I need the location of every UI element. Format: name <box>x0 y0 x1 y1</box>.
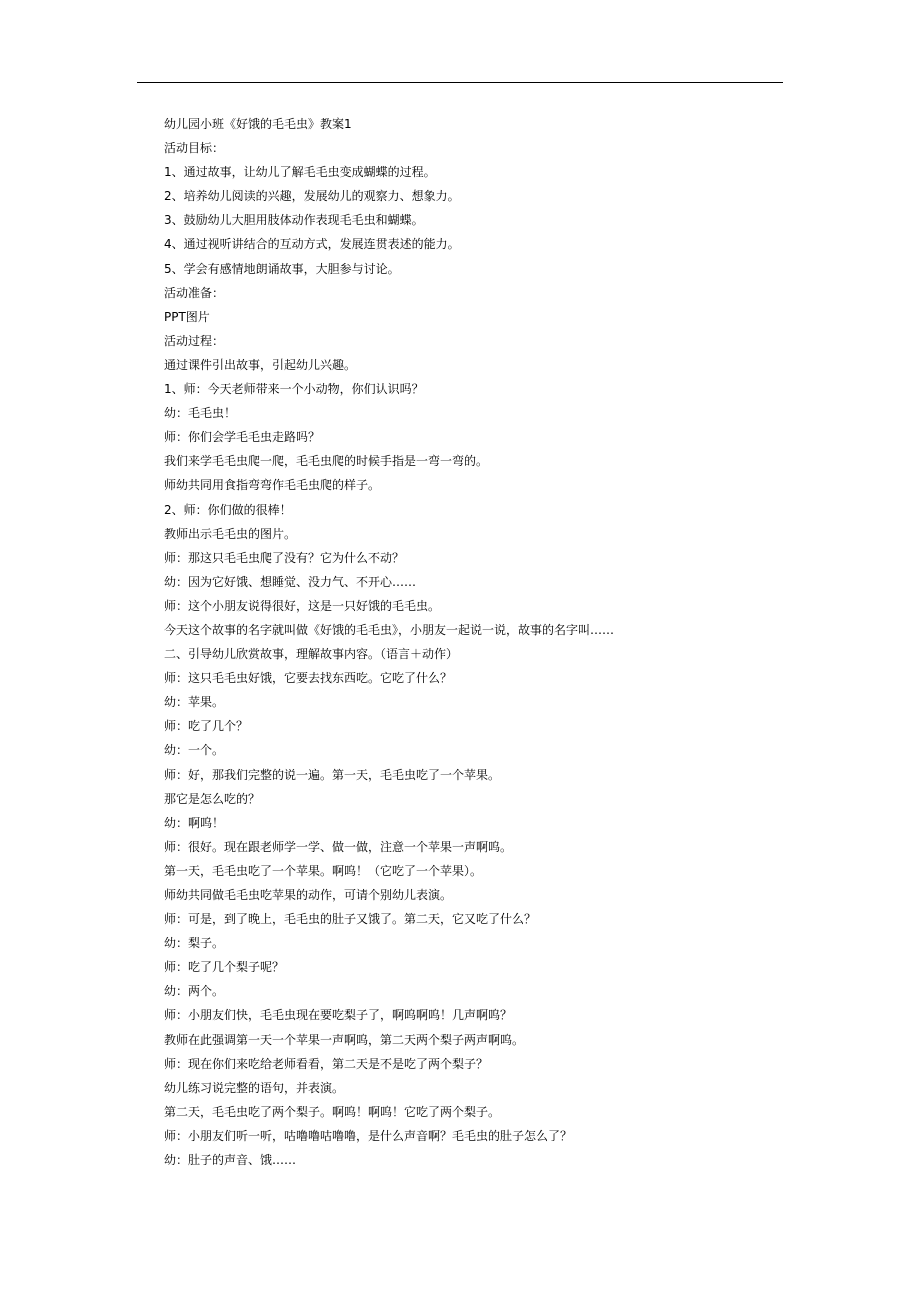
text-line: 师：小朋友们听一听，咕噜噜咕噜噜，是什么声音啊？毛毛虫的肚子怎么了？ <box>164 1128 573 1143</box>
text-line: 师幼共同用食指弯弯作毛毛虫爬的样子。 <box>164 478 381 493</box>
text-line: 师：吃了几个？ <box>164 719 249 734</box>
text-line: 幼：苹果。 <box>164 695 225 710</box>
text-line: 5、学会有感情地朗诵故事，大胆参与讨论。 <box>164 261 400 276</box>
text-line: 幼：一个。 <box>164 743 225 758</box>
text-line: 2、师：你们做的很棒！ <box>164 502 292 517</box>
text-line: 教师在此强调第一天一个苹果一声啊呜，第二天两个梨子两声啊呜。 <box>164 1032 525 1047</box>
text-line: PPT图片 <box>164 309 210 324</box>
text-line: 师：你们会学毛毛虫走路吗？ <box>164 430 321 445</box>
text-line: 师：那这只毛毛虫爬了没有？它为什么不动？ <box>164 550 405 565</box>
section-heading-goals: 活动目标： <box>164 141 225 156</box>
text-line: 二、引导幼儿欣赏故事，理解故事内容。（语言＋动作） <box>164 647 459 662</box>
text-line: 师：可是，到了晚上，毛毛虫的肚子又饿了。第二天，它又吃了什么？ <box>164 912 537 927</box>
text-line: 幼：因为它好饿、想睡觉、没力气、不开心…… <box>164 574 417 589</box>
text-line: 第一天，毛毛虫吃了一个苹果。啊呜！（它吃了一个苹果）。 <box>164 863 483 878</box>
text-line: 第二天，毛毛虫吃了两个梨子。啊呜！啊呜！它吃了两个梨子。 <box>164 1104 501 1119</box>
text-line: 通过课件引出故事，引起幼儿兴趣。 <box>164 357 357 372</box>
text-line: 师：好，那我们完整的说一遍。第一天，毛毛虫吃了一个苹果。 <box>164 767 501 782</box>
text-line: 幼儿练习说完整的语句，并表演。 <box>164 1080 345 1095</box>
text-line: 师幼共同做毛毛虫吃苹果的动作，可请个别幼儿表演。 <box>164 888 453 902</box>
text-line: 3、鼓励幼儿大胆用肢体动作表现毛毛虫和蝴蝶。 <box>164 213 424 228</box>
header-rule <box>137 82 783 83</box>
text-line: 那它是怎么吃的？ <box>164 791 261 806</box>
text-line: 师：这只毛毛虫好饿，它要去找东西吃。它吃了什么？ <box>164 671 453 686</box>
text-line: 幼：啊呜！ <box>164 815 225 830</box>
text-line: 教师出示毛毛虫的图片。 <box>164 526 297 541</box>
text-line: 师：小朋友们快，毛毛虫现在要吃梨子了，啊呜啊呜！几声啊呜？ <box>164 1008 513 1023</box>
text-line: 1、通过故事，让幼儿了解毛毛虫变成蝴蝶的过程。 <box>164 165 436 180</box>
text-line: 我们来学毛毛虫爬一爬，毛毛虫爬的时候手指是一弯一弯的。 <box>164 454 489 469</box>
document-body <box>164 112 784 1172</box>
text-line: 师：吃了几个梨子呢？ <box>164 960 285 975</box>
text-line: 幼：两个。 <box>164 984 225 999</box>
text-line: 师：这个小朋友说得很好，这是一只好饿的毛毛虫。 <box>164 598 441 613</box>
text-line: 幼：毛毛虫！ <box>164 406 237 421</box>
text-line: 4、通过视听讲结合的互动方式，发展连贯表述的能力。 <box>164 237 460 252</box>
text-line: 2、培养幼儿阅读的兴趣，发展幼儿的观察力、想象力。 <box>164 189 460 204</box>
section-heading-preparation: 活动准备： <box>164 285 225 300</box>
text-line: 师：很好。现在跟老师学一学、做一做，注意一个苹果一声啊呜。 <box>164 839 513 854</box>
text-line: 今天这个故事的名字就叫做《好饿的毛毛虫》，小朋友一起说一说，故事的名字叫…… <box>164 622 615 637</box>
text-line: 幼：肚子的声音、饿…… <box>164 1153 297 1168</box>
section-heading-process: 活动过程： <box>164 333 225 348</box>
document-title: 幼儿园小班《好饿的毛毛虫》教案1 <box>164 117 352 131</box>
text-line: 师：现在你们来吃给老师看看，第二天是不是吃了两个梨子？ <box>164 1056 489 1071</box>
text-line: 1、师：今天老师带来一个小动物，你们认识吗？ <box>164 382 424 397</box>
text-line: 幼：梨子。 <box>164 936 225 951</box>
